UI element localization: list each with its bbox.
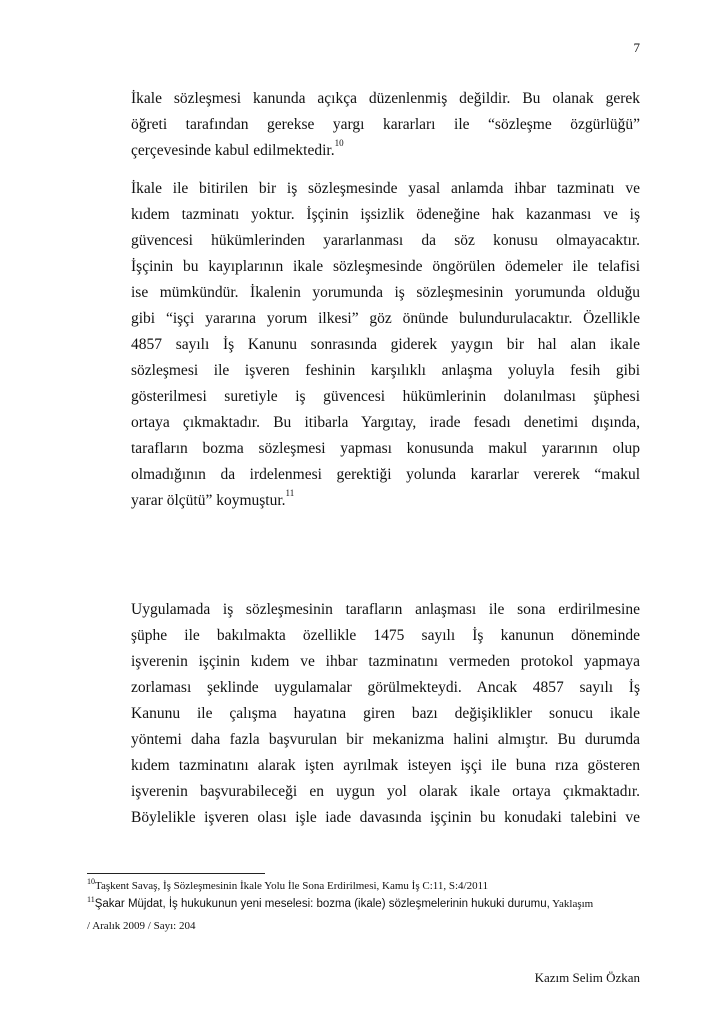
text-line: işverenin başvurabileceği en uygun yol olarak ikale ortaya çıkmaktadır. — [131, 783, 640, 800]
text-line: çerçevesinde kabul edilmektedir.$^{10}$ — [131, 138, 344, 159]
text-line: zorlaması şeklinde uygulamalar görülmekteydi. Ancak 4857 sayılı İş — [131, 679, 640, 696]
text-line: gibi “işçi yararına yorum ilkesi” göz önünde bulundurulacaktır. Özellikle — [131, 310, 640, 327]
author-name: Kazım Selim Özkan — [534, 970, 640, 985]
text-line: kıdem tazminatı yoktur. İşçinin işsizlik ödeneğine hak kazanması ve iş — [131, 206, 640, 223]
paragraph-3 — [131, 597, 640, 831]
footnote-number: 11 — [87, 895, 95, 904]
footnote-number: 10 — [87, 877, 95, 886]
footnote-divider — [87, 873, 265, 874]
text-line: yarar ölçütü” koymuştur.$^{11}$ — [131, 488, 295, 509]
text-line: işverenin işçinin kıdem ve ihbar tazminatını vermeden protokol yapmaya — [131, 653, 640, 670]
text-line: ortaya çıkmaktadır. Bu itibarla Yargıtay, irade fesadı denetimi dışında, — [131, 414, 640, 431]
text-line: İkale ile bitirilen bir iş sözleşmesinde yasal anlamda ihbar tazminatı ve — [131, 180, 640, 197]
text-line: İşçinin bu kayıplarının ikale sözleşmesinde öngörülen ödemeler ile telafisi — [131, 258, 640, 275]
text-line: sözleşmesi ile işveren feshinin karşılıklı anlaşma yoluyla fesih gibi — [131, 362, 640, 379]
footnote-11-continued — [87, 919, 647, 933]
text-line: yöntemi daha fazla başvurulan bir mekanizma halini almıştır. Bu durumda — [131, 731, 640, 748]
footnote-10 — [87, 879, 647, 893]
text-line: gösterilmesi suretiyle iş güvencesi hükümlerinin dolanılması şüphesi — [131, 388, 640, 405]
text-line: güvencesi hükümlerinden yararlanması da söz konusu olmayacaktır. — [131, 232, 640, 249]
text-line: tarafların bozma sözleşmesi yapması konusunda makul yararının olup — [131, 440, 640, 457]
footnote-ref-11[interactable]: 11 — [285, 488, 295, 498]
text-line: kıdem tazminatını alarak işten ayrılmak isteyen işçi ile buna rıza gösteren — [131, 757, 640, 774]
footnote-text: / Aralık 2009 / Sayı: 204 — [87, 920, 196, 932]
paragraph-2 — [131, 176, 640, 514]
page-number: 7 — [633, 40, 640, 55]
text-line: 4857 sayılı İş Kanunu sonrasında giderek yaygın bir hal alan ikale — [131, 336, 640, 353]
footnote-text-journal: Yaklaşım — [552, 898, 594, 910]
text-line: öğreti tarafından gerekse yargı kararları ile “sözleşme özgürlüğü” — [131, 116, 640, 133]
text-line: şüphe ile bakılmakta özellikle 1475 sayılı İş kanunun döneminde — [131, 627, 640, 644]
text-line: İkale sözleşmesi kanunda açıkça düzenlenmiş değildir. Bu olanak gerek — [131, 90, 640, 107]
text-line: Kanunu ile çalışma hayatına giren bazı değişiklikler sonucu ikale — [131, 705, 640, 722]
text-line: olmadığının da irdelenmesi gerektiği yolunda kararlar vererek “makul — [131, 466, 640, 483]
paragraph-1 — [131, 86, 640, 164]
footnote-text: Şakar Müjdat, İş hukukunun yeni meselesi: bozma (ikale) sözleşmelerinin hukuki durumu, — [94, 898, 550, 910]
footnote-11 — [87, 897, 647, 911]
text-line: Böylelikle işveren olası işle iade davasında işçinin bu konudaki talebini ve — [131, 809, 640, 826]
footnote-ref-10[interactable]: 10 — [334, 138, 344, 148]
text-line: ise mümkündür. İkalenin yorumunda iş sözleşmesinin yorumunda olduğu — [131, 284, 640, 301]
footnote-text: Taşkent Savaş, İş Sözleşmesinin İkale Yolu İle Sona Erdirilmesi, Kamu İş C:11, S:4/2011 — [95, 880, 489, 892]
text-line: Uygulamada iş sözleşmesinin tarafların anlaşması ile sona erdirilmesine — [131, 601, 640, 618]
